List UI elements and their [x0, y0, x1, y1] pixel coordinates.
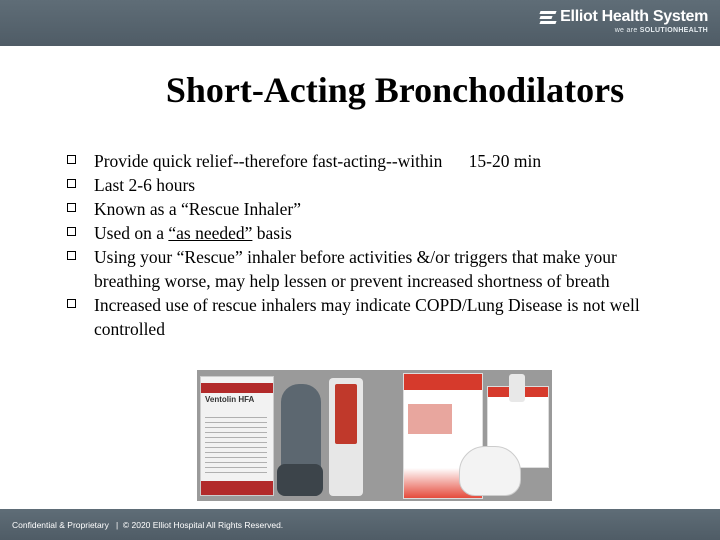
inhaler-canister [329, 378, 363, 496]
list-item [66, 197, 686, 221]
inhalers-photo [197, 370, 552, 501]
list-item [66, 293, 686, 341]
elliot-health-logo [540, 8, 708, 34]
list-item [66, 245, 686, 293]
bullet-text-prefix: Used on a [94, 223, 169, 243]
header-bar [0, 0, 720, 46]
bullet-text: Using your “Rescue” inhaler before activities &/or triggers that make your breathing worse, may help lessen or prevent increased shortness of breath [94, 247, 617, 291]
bullet-text: Known as a “Rescue Inhaler” [94, 199, 301, 219]
checkbox-bullet-icon [67, 179, 76, 188]
logo-name: Elliot Health System [560, 8, 708, 25]
white-inhaler [459, 446, 521, 496]
checkbox-bullet-icon [67, 227, 76, 236]
bullet-text-suffix: basis [252, 223, 292, 243]
elliot-logo-icon [540, 11, 556, 24]
logo-tagline: we are SOLUTIONHEALTH [614, 27, 708, 34]
footer-bar [0, 509, 720, 540]
bullet-text: Last 2-6 hours [94, 175, 196, 195]
checkbox-bullet-icon [67, 299, 76, 308]
list-item [66, 173, 686, 197]
list-item [66, 149, 686, 173]
ventolin-box-label: Ventolin HFA [205, 395, 255, 404]
checkbox-bullet-icon [67, 203, 76, 212]
slide-title: Short-Acting Bronchodilators [165, 70, 625, 110]
grey-inhaler [281, 384, 321, 496]
inhaler-canister-small [509, 374, 525, 402]
bullet-text-underlined: “as needed” [168, 223, 253, 243]
footer-copyright: Confidential & Proprietary | © 2020 Elliot Hospital All Rights Reserved. [12, 520, 284, 530]
bullet-text: Provide quick relief--therefore fast-acting--within 15-20 min [94, 151, 542, 171]
list-item [66, 221, 686, 245]
ventolin-box [200, 376, 274, 496]
bullet-text: Increased use of rescue inhalers may indicate COPD/Lung Disease is not well controlled [94, 295, 640, 339]
checkbox-bullet-icon [67, 251, 76, 260]
bullet-list [66, 149, 686, 341]
checkbox-bullet-icon [67, 155, 76, 164]
